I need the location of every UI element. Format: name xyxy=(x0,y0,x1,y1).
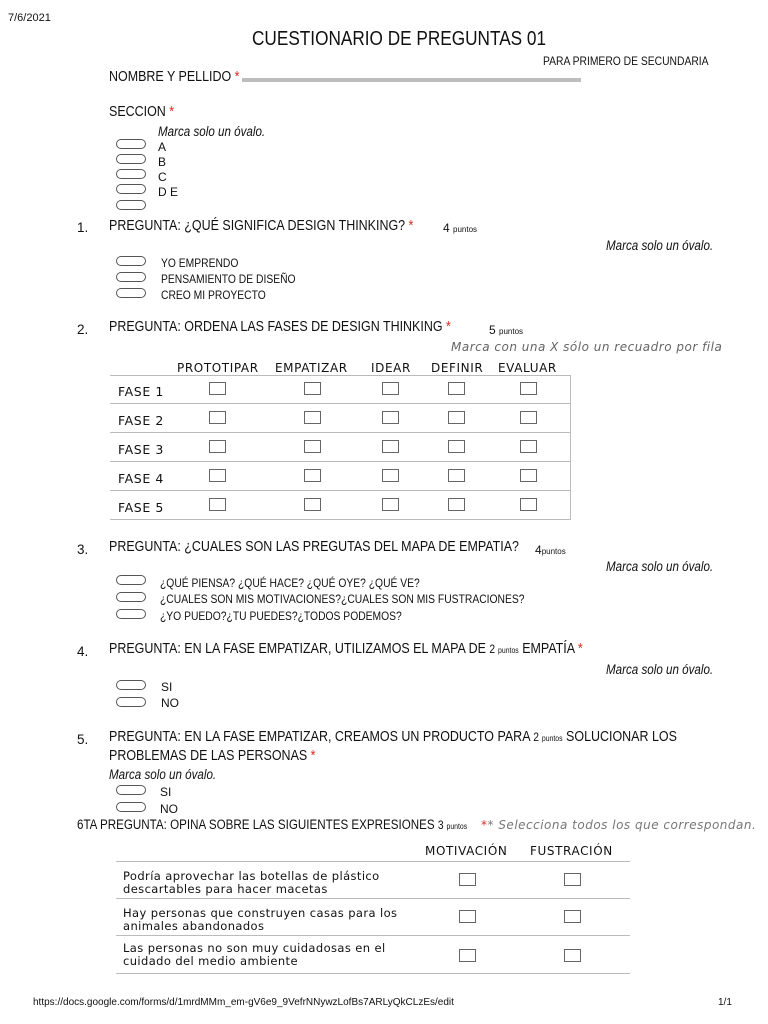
q1-option-3-radio[interactable] xyxy=(116,288,146,298)
q2-checkbox[interactable] xyxy=(209,498,226,511)
name-label: NOMBRE Y PELLIDO * xyxy=(109,69,240,85)
q6-row-1-label: Podría aprovechar las botellas de plástico descartables para hacer macetas xyxy=(123,869,380,896)
q1-text: PREGUNTA: ¿QUÉ SIGNIFICA DESIGN THINKING? * xyxy=(109,218,414,234)
q2-checkbox[interactable] xyxy=(448,411,465,424)
q2-row-4-label: FASE 4 xyxy=(118,471,164,486)
section-option-de-label: D E xyxy=(158,185,179,199)
q2-row-1-label: FASE 1 xyxy=(118,384,164,399)
q6-grid-line xyxy=(116,861,630,862)
footer-page-number: 1/1 xyxy=(718,997,732,1008)
q2-grid-line xyxy=(110,461,571,462)
q6-checkbox[interactable] xyxy=(564,910,581,923)
q2-checkbox[interactable] xyxy=(448,469,465,482)
form-title: CUESTIONARIO DE PREGUNTAS 01 xyxy=(252,28,547,50)
q2-checkbox[interactable] xyxy=(304,382,321,395)
q6-checkbox[interactable] xyxy=(564,873,581,886)
q2-checkbox[interactable] xyxy=(209,469,226,482)
q2-text: PREGUNTA: ORDENA LAS FASES DE DESIGN THINKING * xyxy=(109,319,451,335)
q5-text-line-1: PREGUNTA: EN LA FASE EMPATIZAR, CREAMOS UN PRODUCTO PARA 2 puntos SOLUCIONAR LOS xyxy=(109,729,677,745)
q6-row-3-label: Las personas no son muy cuidadosas en el cuidado del medio ambiente xyxy=(123,941,386,968)
section-option-b-radio[interactable] xyxy=(116,154,146,164)
q2-col-definir: DEFINIR xyxy=(431,361,484,375)
q2-number: 2. xyxy=(77,322,89,337)
q4-number: 4. xyxy=(77,644,89,659)
q1-option-2-radio[interactable] xyxy=(116,272,146,282)
q4-text: PREGUNTA: EN LA FASE EMPATIZAR, UTILIZAMOS EL MAPA DE 2 puntos EMPATÍA * xyxy=(109,641,583,657)
q1-option-2-label: PENSAMIENTO DE DISEÑO xyxy=(161,272,296,286)
q6-col-fustracion: FUSTRACIÓN xyxy=(530,844,613,858)
q2-checkbox[interactable] xyxy=(209,411,226,424)
q5-option-no-radio[interactable] xyxy=(116,802,146,812)
q2-checkbox[interactable] xyxy=(520,382,537,395)
q2-points: 5 puntos xyxy=(489,323,524,337)
q2-grid-line xyxy=(110,490,571,491)
q3-points: 4puntos xyxy=(535,543,566,557)
q5-text-line-2: PROBLEMAS DE LAS PERSONAS * xyxy=(109,748,316,764)
q2-instruction: Marca con una X sólo un recuadro por fila xyxy=(451,340,723,354)
section-option-b-label: B xyxy=(158,155,167,169)
q6-row-2-label: Hay personas que construyen casas para los animales abandonados xyxy=(123,906,398,933)
q6-grid-line xyxy=(116,898,630,899)
q2-checkbox[interactable] xyxy=(520,411,537,424)
q2-checkbox[interactable] xyxy=(520,469,537,482)
q1-number: 1. xyxy=(77,220,89,235)
q2-checkbox[interactable] xyxy=(448,498,465,511)
q3-option-1-radio[interactable] xyxy=(116,575,146,585)
q1-option-3-label: CREO MI PROYECTO xyxy=(161,288,266,302)
footer-url[interactable]: https://docs.google.com/forms/d/1mrdMMm_em-gV6e9_9VefrNNywzLofBs7ARLyQkCLzEs/edit xyxy=(33,997,454,1008)
q2-checkbox[interactable] xyxy=(209,382,226,395)
q4-option-si-radio[interactable] xyxy=(116,680,146,690)
q2-checkbox[interactable] xyxy=(520,498,537,511)
section-option-a-radio[interactable] xyxy=(116,139,146,149)
q5-option-si-label: SI xyxy=(160,785,172,799)
q2-checkbox[interactable] xyxy=(304,469,321,482)
q2-checkbox[interactable] xyxy=(448,440,465,453)
q1-option-1-radio[interactable] xyxy=(116,256,146,266)
q2-checkbox[interactable] xyxy=(448,382,465,395)
q2-grid-line xyxy=(110,432,571,433)
q1-option-1-label: YO EMPRENDO xyxy=(161,256,239,270)
q6-checkbox[interactable] xyxy=(459,910,476,923)
q2-grid-line xyxy=(110,403,571,404)
q5-number: 5. xyxy=(77,732,89,747)
q2-col-prototipar: PROTOTIPAR xyxy=(177,361,259,375)
section-option-c-label: C xyxy=(158,170,167,184)
q6-checkbox[interactable] xyxy=(564,949,581,962)
q2-checkbox[interactable] xyxy=(382,411,399,424)
q1-points: 4 puntos xyxy=(443,221,478,235)
q4-instruction: Marca solo un óvalo. xyxy=(606,662,714,677)
q2-col-evaluar: EVALUAR xyxy=(498,361,557,375)
q2-row-5-label: FASE 5 xyxy=(118,500,164,515)
q6-checkbox[interactable] xyxy=(459,873,476,886)
q3-option-2-label: ¿CUALES SON MIS MOTIVACIONES?¿CUALES SON MIS FUSTRACIONES? xyxy=(160,592,525,606)
q2-checkbox[interactable] xyxy=(382,498,399,511)
q5-instruction: Marca solo un óvalo. xyxy=(109,767,217,782)
q6-col-motivacion: MOTIVACIÓN xyxy=(425,844,508,858)
q2-checkbox[interactable] xyxy=(382,440,399,453)
q2-grid-line xyxy=(110,375,571,376)
q2-checkbox[interactable] xyxy=(304,498,321,511)
q4-option-no-radio[interactable] xyxy=(116,697,146,707)
q2-checkbox[interactable] xyxy=(304,411,321,424)
q6-instruction: ** Selecciona todos los que correspondan. xyxy=(481,818,757,832)
q1-instruction: Marca solo un óvalo. xyxy=(606,238,714,253)
q2-checkbox[interactable] xyxy=(382,382,399,395)
section-label: SECCION * xyxy=(109,104,175,120)
q4-option-si-label: SI xyxy=(161,680,173,694)
q3-instruction: Marca solo un óvalo. xyxy=(606,559,714,574)
q2-col-idear: IDEAR xyxy=(371,361,411,375)
q2-col-empatizar: EMPATIZAR xyxy=(275,361,348,375)
q5-option-no-label: NO xyxy=(160,802,178,816)
q3-option-3-label: ¿YO PUEDO?¿TU PUEDES?¿TODOS PODEMOS? xyxy=(160,609,402,623)
q5-option-si-radio[interactable] xyxy=(116,785,146,795)
q3-option-1-label: ¿QUÉ PIENSA? ¿QUÉ HACE? ¿QUÉ OYE? ¿QUÉ VE? xyxy=(160,576,420,590)
section-option-blank-radio[interactable] xyxy=(116,200,146,210)
name-input-line[interactable] xyxy=(242,78,581,82)
print-date: 7/6/2021 xyxy=(8,12,51,24)
q4-option-no-label: NO xyxy=(161,696,179,710)
section-option-c-radio[interactable] xyxy=(116,169,146,179)
section-instruction: Marca solo un óvalo. xyxy=(158,124,266,139)
q2-checkbox[interactable] xyxy=(209,440,226,453)
q6-text: 6TA PREGUNTA: OPINA SOBRE LAS SIGUIENTES EXPRESIONES 3 puntos xyxy=(77,817,468,832)
q2-grid-line xyxy=(110,519,571,520)
q2-row-3-label: FASE 3 xyxy=(118,442,164,457)
q2-row-2-label: FASE 2 xyxy=(118,413,164,428)
q3-text: PREGUNTA: ¿CUALES SON LAS PREGUTAS DEL MAPA DE EMPATIA? xyxy=(109,539,519,555)
q3-number: 3. xyxy=(77,542,89,557)
q6-grid-line xyxy=(116,935,630,936)
q3-option-3-radio[interactable] xyxy=(116,609,146,619)
q6-checkbox[interactable] xyxy=(459,949,476,962)
q6-grid-line xyxy=(116,973,630,974)
q2-checkbox[interactable] xyxy=(304,440,321,453)
section-option-a-label: A xyxy=(158,140,167,154)
q2-checkbox[interactable] xyxy=(382,469,399,482)
form-subtitle: PARA PRIMERO DE SECUNDARIA xyxy=(543,54,709,68)
q2-grid-border xyxy=(570,375,571,520)
q3-option-2-radio[interactable] xyxy=(116,592,146,602)
q2-checkbox[interactable] xyxy=(520,440,537,453)
section-option-de-radio[interactable] xyxy=(116,184,146,194)
